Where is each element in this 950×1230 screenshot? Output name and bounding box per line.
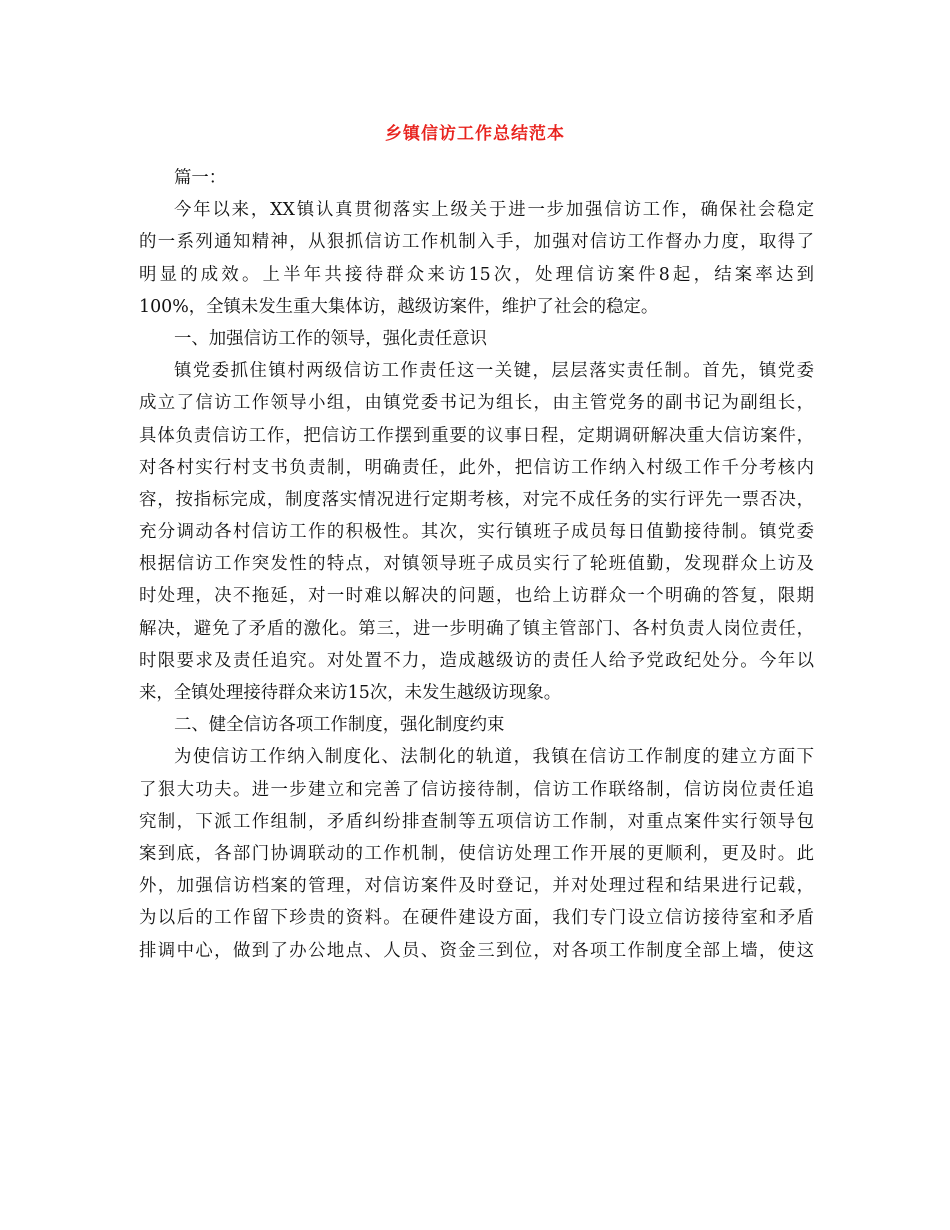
paragraph-line: 今年以来，XX镇认真贯彻落实上级关于进一步加强信访工作，确保社会稳定 [174,200,814,221]
paragraph-line: 解决，避免了矛盾的激化。第三，进一步明确了镇主管部门、各村负责人岗位责任， [139,618,814,639]
paragraph-line: 案到底，各部门协调联动的工作机制，使信访处理工作开展的更顺利，更及时。此 [139,843,814,864]
section-heading: 一、加强信访工作的领导，强化责任意识 [174,328,488,349]
paragraph-line: 的一系列通知精神，从狠抓信访工作机制入手，加强对信访工作督办力度，取得了 [139,232,814,253]
document-body [139,162,814,967]
paragraph-line: 100%，全镇未发生重大集体访，越级访案件，维护了社会的稳定。 [139,296,659,317]
paragraph-line: 具体负责信访工作，把信访工作摆到重要的议事日程，定期调研解决重大信访案件， [139,425,814,446]
paragraph-line: 究制，下派工作组制，矛盾纠纷排查制等五项信访工作制，对重点案件实行领导包 [139,811,814,832]
document-title: 乡镇信访工作总结范本 [385,124,565,144]
paragraph-line: 对各村实行村支书负责制，明确责任，此外，把信访工作纳入村级工作千分考核内 [139,457,814,478]
paragraph-line: 排调中心，做到了办公地点、人员、资金三到位，对各项工作制度全部上墙，使这 [139,940,814,961]
paragraph-line: 为使信访工作纳入制度化、法制化的轨道，我镇在信访工作制度的建立方面下 [174,747,814,768]
section-heading: 二、健全信访各项工作制度，强化制度约束 [174,715,505,736]
section-label: 篇一： [174,168,227,188]
paragraph-line: 外，加强信访档案的管理，对信访案件及时登记，并对处理过程和结果进行记载， [139,876,814,897]
paragraph-line: 根据信访工作突发性的特点，对镇领导班子成员实行了轮班值勤，发现群众上访及 [139,554,814,575]
paragraph-line: 明显的成效。上半年共接待群众来访15次，处理信访案件8起，结案率达到 [139,264,814,285]
paragraph-line: 时限要求及责任追究。对处置不力，造成越级访的责任人给予党政纪处分。今年以 [139,650,814,671]
paragraph-line: 充分调动各村信访工作的积极性。其次，实行镇班子成员每日值勤接待制。镇党委 [139,522,814,543]
paragraph-line: 容，按指标完成，制度落实情况进行定期考核，对完不成任务的实行评先一票否决， [139,489,814,510]
paragraph-line: 为以后的工作留下珍贵的资料。在硬件建设方面，我们专门设立信访接待室和矛盾 [139,908,814,929]
paragraph-line: 了狠大功夫。进一步建立和完善了信访接待制，信访工作联络制，信访岗位责任追 [139,779,814,800]
paragraph-line: 来，全镇处理接待群众来访15次，未发生越级访现象。 [139,683,562,703]
paragraph-line: 时处理，决不拖延，对一时难以解决的问题，也给上访群众一个明确的答复，限期 [139,586,814,607]
paragraph-line: 成立了信访工作领导小组，由镇党委书记为组长，由主管党务的副书记为副组长， [139,393,814,414]
paragraph-line: 镇党委抓住镇村两级信访工作责任这一关键，层层落实责任制。首先，镇党委 [174,361,814,382]
